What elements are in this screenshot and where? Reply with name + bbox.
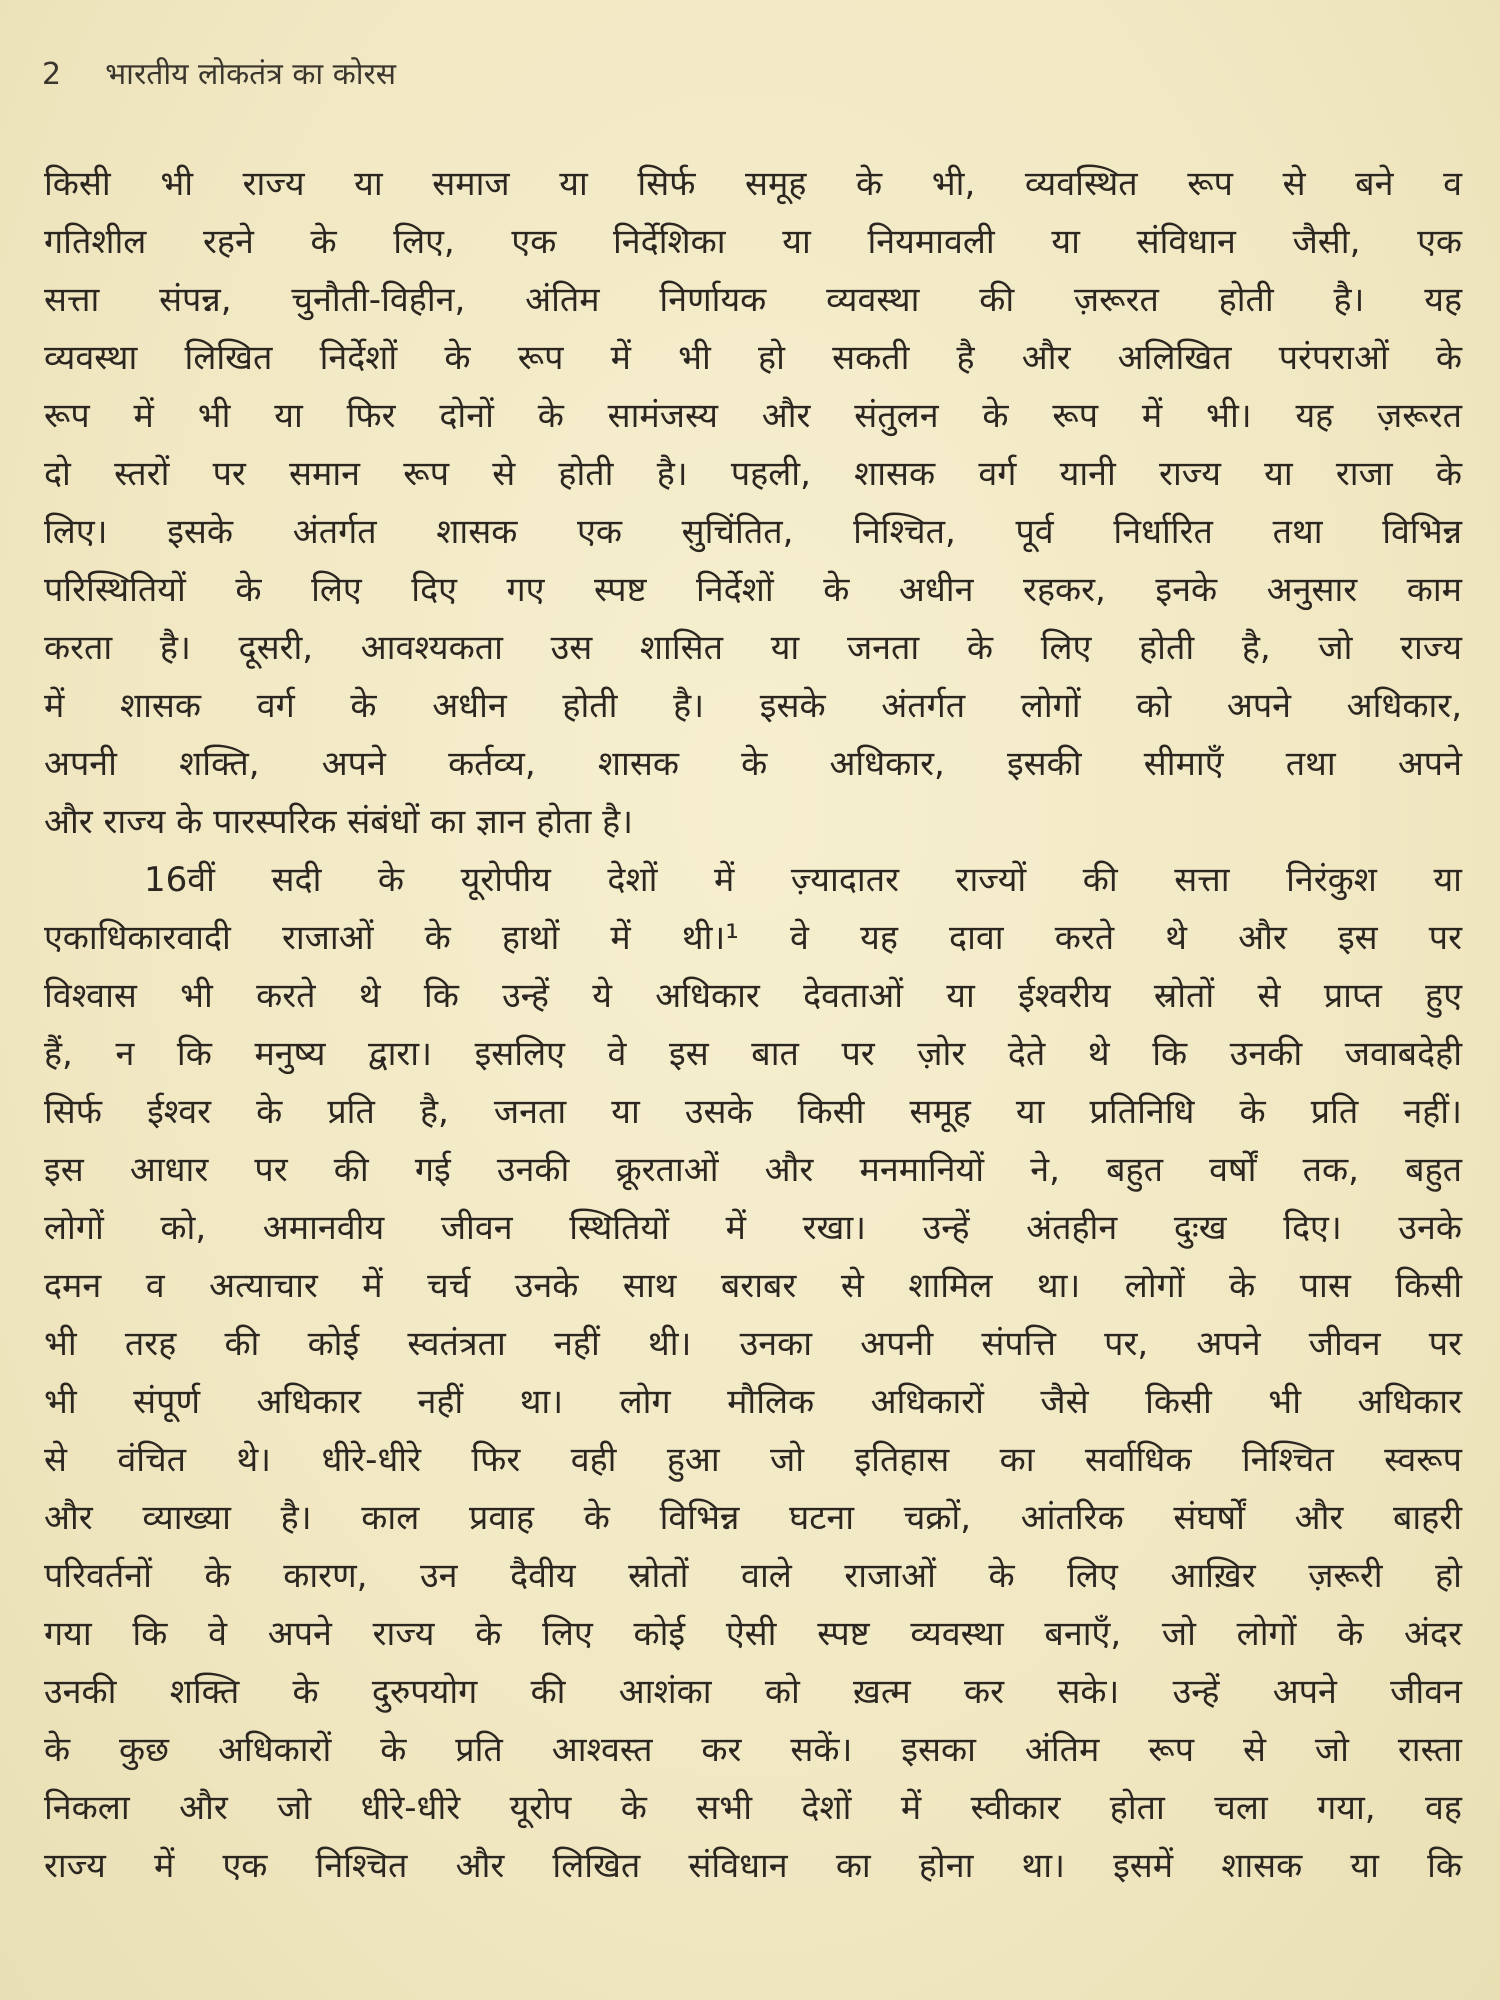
- text-line: लोगों को, अमानवीय जीवन स्थितियों में रखा। उन्हें अंतहीन दुःख दिए। उनके: [44, 1208, 1462, 1248]
- text-line: अपनी शक्ति, अपने कर्तव्य, शासक के अधिकार, इसकी सीमाएँ तथा अपने: [44, 744, 1462, 784]
- text-line: और राज्य के पारस्परिक संबंधों का ज्ञान होता है।: [44, 802, 634, 842]
- text-line: करता है। दूसरी, आवश्यकता उस शासित या जनता के लिए होती है, जो राज्य: [44, 628, 1462, 668]
- text-line: निकला और जो धीरे-धीरे यूरोप के सभी देशों में स्वीकार होता चला गया, वह: [44, 1788, 1462, 1828]
- text-line: इस आधार पर की गई उनकी क्रूरताओं और मनमानियों ने, बहुत वर्षों तक, बहुत: [44, 1150, 1462, 1190]
- text-line: से वंचित थे। धीरे-धीरे फिर वही हुआ जो इतिहास का सर्वाधिक निश्चित स्वरूप: [44, 1440, 1462, 1480]
- text-line: के कुछ अधिकारों के प्रति आश्वस्त कर सकें। इसका अंतिम रूप से जो रास्ता: [44, 1730, 1462, 1770]
- running-header: [42, 52, 396, 93]
- text-line: परिस्थितियों के लिए दिए गए स्पष्ट निर्देशों के अधीन रहकर, इनके अनुसार काम: [44, 570, 1462, 610]
- body-text: [44, 155, 1462, 1895]
- text-line: सत्ता संपन्न, चुनौती-विहीन, अंतिम निर्णायक व्यवस्था की ज़रूरत होती है। यह: [44, 280, 1462, 320]
- text-line: लिए। इसके अंतर्गत शासक एक सुचिंतित, निश्चित, पूर्व निर्धारित तथा विभिन्न: [44, 512, 1462, 552]
- text-line: भी संपूर्ण अधिकार नहीं था। लोग मौलिक अधिकारों जैसे किसी भी अधिकार: [44, 1382, 1462, 1422]
- page-number: 2: [42, 57, 62, 92]
- text-line: दो स्तरों पर समान रूप से होती है। पहली, शासक वर्ग यानी राज्य या राजा के: [44, 454, 1462, 494]
- text-line: विश्वास भी करते थे कि उन्हें ये अधिकार देवताओं या ईश्वरीय स्रोतों से प्राप्त हुए: [44, 976, 1462, 1016]
- text-line: सिर्फ ईश्वर के प्रति है, जनता या उसके किसी समूह या प्रतिनिधि के प्रति नहीं।: [44, 1092, 1462, 1132]
- text-line: उनकी शक्ति के दुरुपयोग की आशंका को ख़त्म कर सके। उन्हें अपने जीवन: [44, 1672, 1462, 1712]
- text-line: गतिशील रहने के लिए, एक निर्देशिका या नियमावली या संविधान जैसी, एक: [44, 222, 1462, 262]
- text-line: गया कि वे अपने राज्य के लिए कोई ऐसी स्पष्ट व्यवस्था बनाएँ, जो लोगों के अंदर: [44, 1614, 1462, 1654]
- text-line: दमन व अत्याचार में चर्च उनके साथ बराबर से शामिल था। लोगों के पास किसी: [44, 1266, 1462, 1306]
- text-line: 16वीं सदी के यूरोपीय देशों में ज़्यादातर राज्यों की सत्ता निरंकुश या: [144, 860, 1462, 900]
- text-line: एकाधिकारवादी राजाओं के हाथों में थी।¹ वे यह दावा करते थे और इस पर: [44, 918, 1462, 958]
- text-line: परिवर्तनों के कारण, उन दैवीय स्रोतों वाले राजाओं के लिए आख़िर ज़रूरी हो: [44, 1556, 1462, 1596]
- text-line: और व्याख्या है। काल प्रवाह के विभिन्न घटना चक्रों, आंतरिक संघर्षों और बाहरी: [44, 1498, 1462, 1538]
- text-line: व्यवस्था लिखित निर्देशों के रूप में भी हो सकती है और अलिखित परंपराओं के: [44, 338, 1462, 378]
- text-line: किसी भी राज्य या समाज या सिर्फ समूह के भी, व्यवस्थित रूप से बने व: [44, 164, 1462, 204]
- text-line: हैं, न कि मनुष्य द्वारा। इसलिए वे इस बात पर ज़ोर देते थे कि उनकी जवाबदेही: [44, 1034, 1462, 1074]
- book-title: भारतीय लोकतंत्र का कोरस: [105, 57, 397, 92]
- text-line: राज्य में एक निश्चित और लिखित संविधान का होना था। इसमें शासक या कि: [44, 1846, 1462, 1886]
- text-line: रूप में भी या फिर दोनों के सामंजस्य और संतुलन के रूप में भी। यह ज़रूरत: [44, 396, 1462, 436]
- text-line: में शासक वर्ग के अधीन होती है। इसके अंतर्गत लोगों को अपने अधिकार,: [44, 686, 1462, 726]
- text-line: भी तरह की कोई स्वतंत्रता नहीं थी। उनका अपनी संपत्ति पर, अपने जीवन पर: [44, 1324, 1462, 1364]
